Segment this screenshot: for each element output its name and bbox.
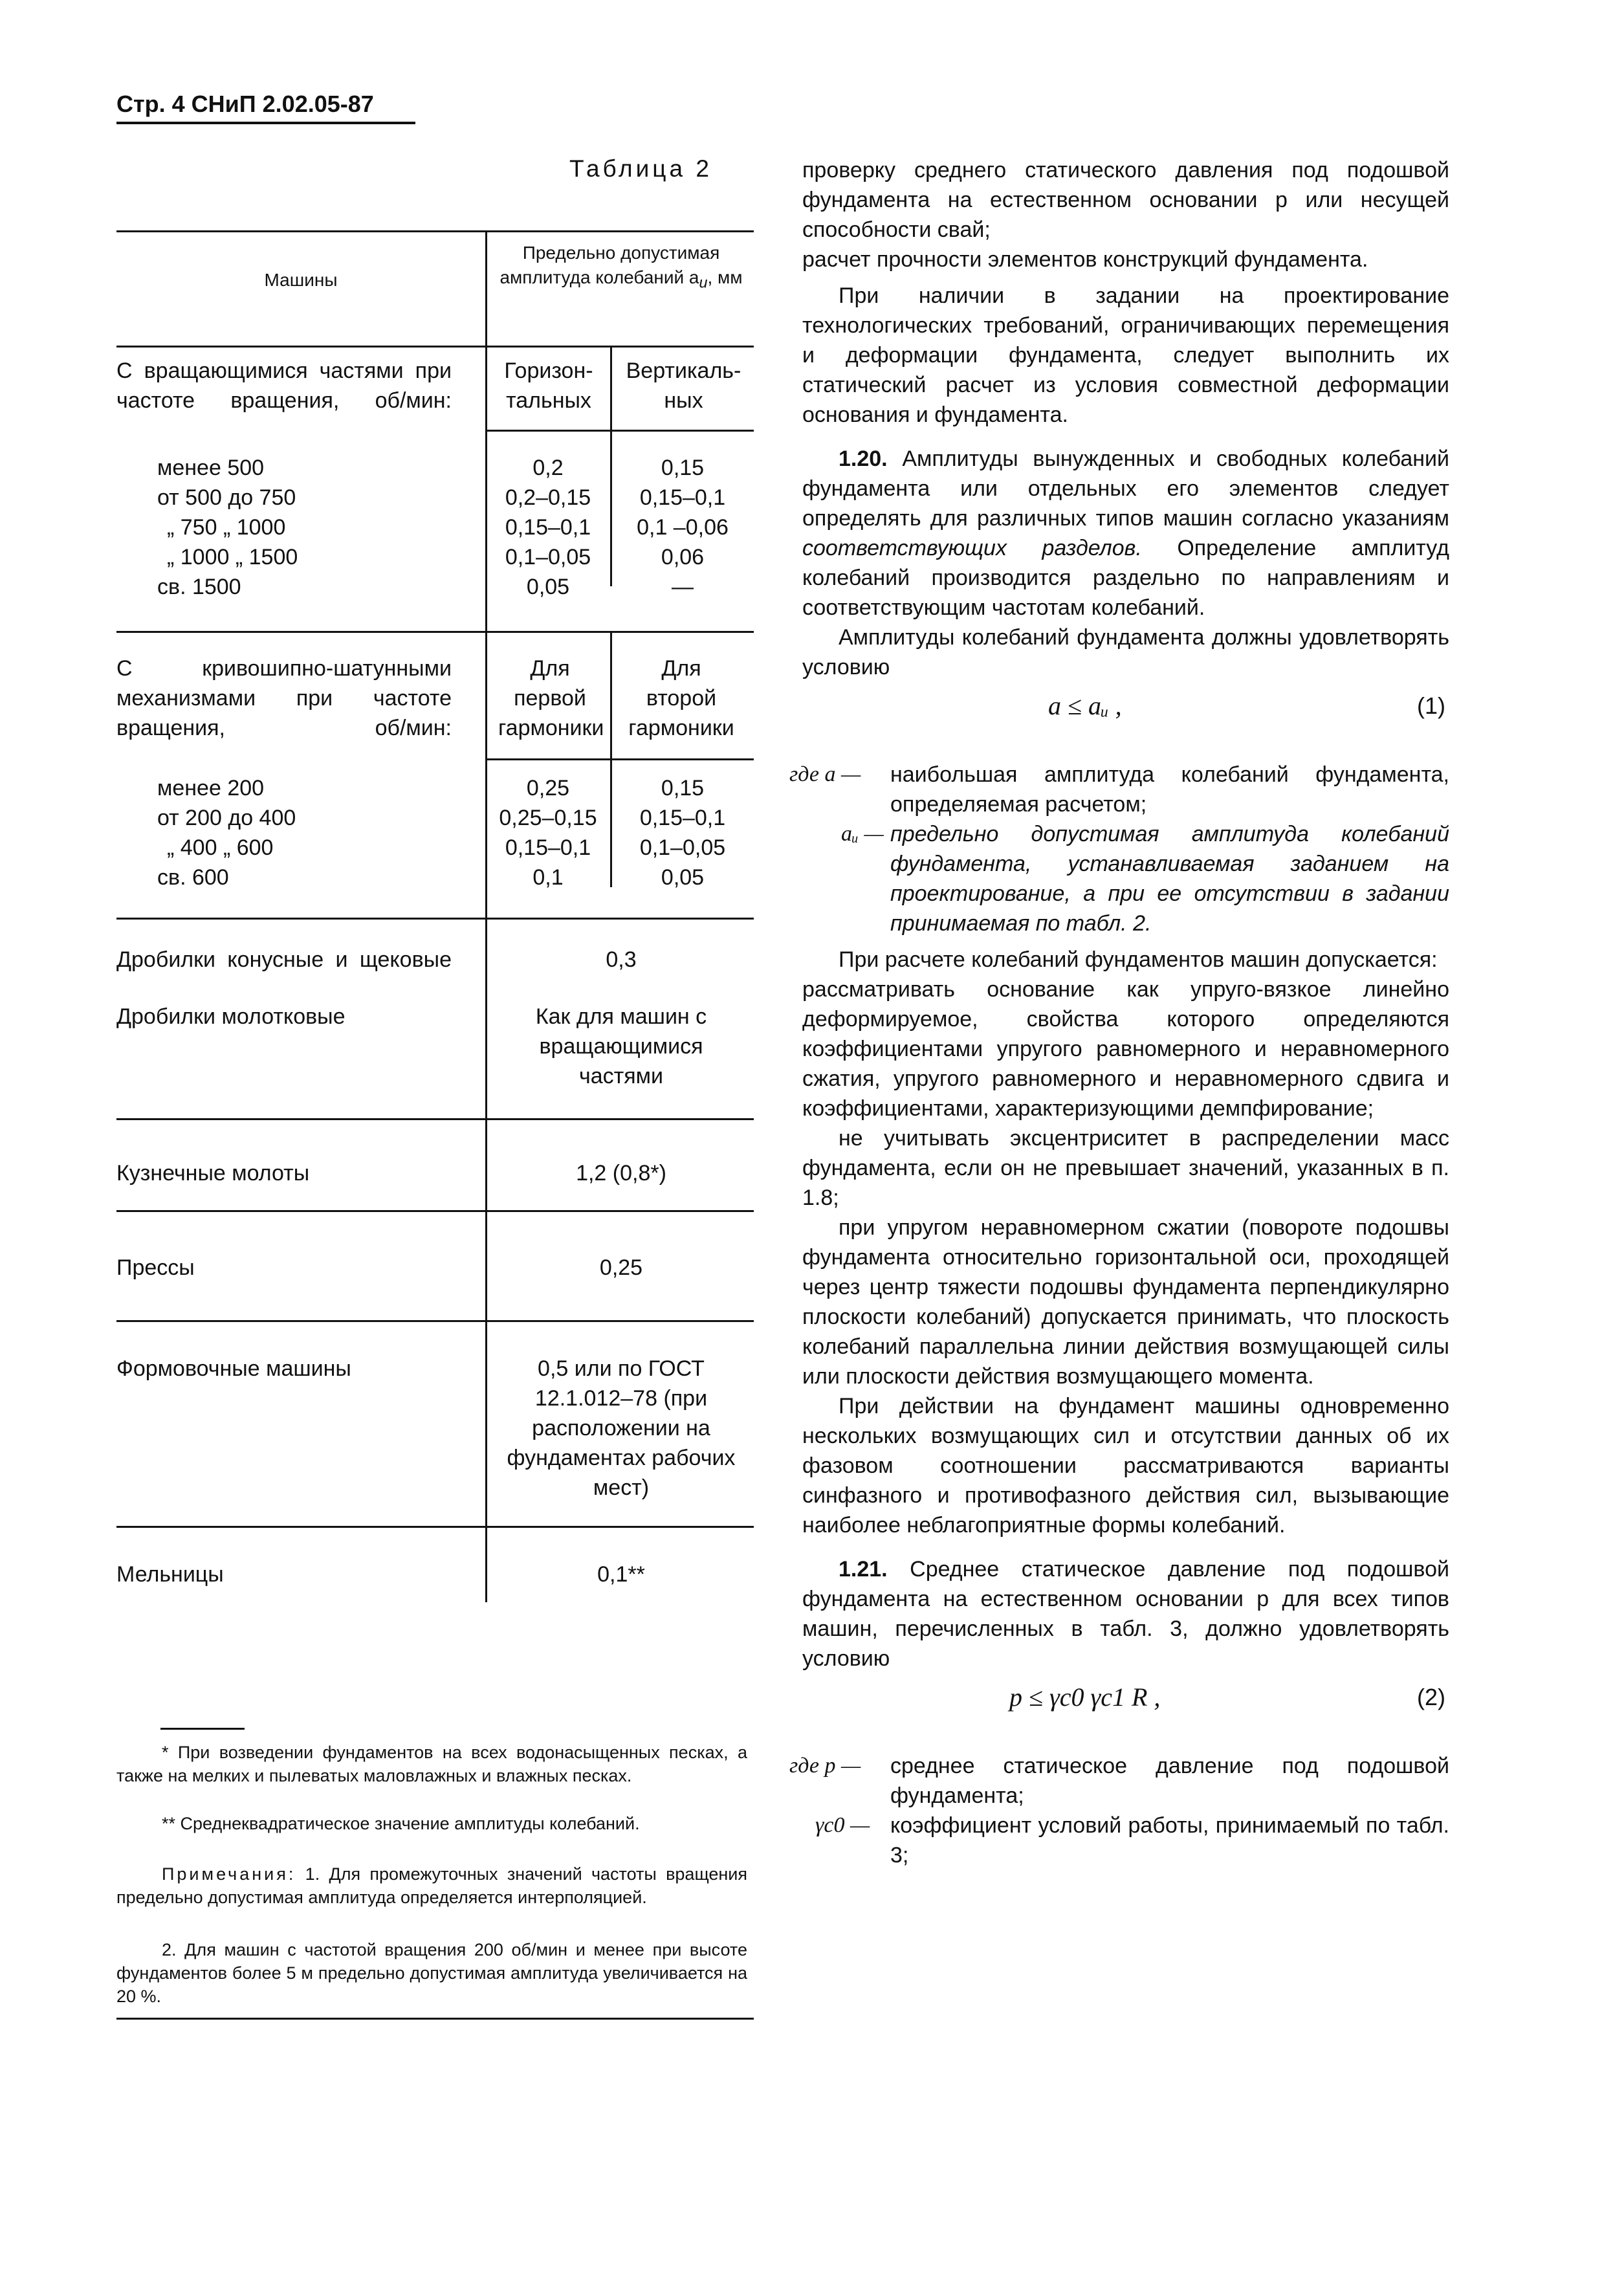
group2-row-v1: 0,25 [526,776,570,800]
forge-label: Кузнечные молоты [116,1161,310,1186]
table-rule-crushers [116,918,754,920]
table-vrule-main [485,230,487,1602]
table-rule-sub1 [487,430,754,432]
molding-value: 0,5 или по ГОСТ 12.1.012–78 (при расположении на фундаментах рабочих мест) [507,1356,736,1500]
group1-row-v2: 0,15–0,1 [639,485,726,510]
table-rule-presses [116,1210,754,1212]
group2-row-v2: 0,1–0,05 [639,835,726,860]
group1-row-label: менее 500 [157,456,265,480]
paragraph-nonuniform-compression: при упругом неравномерном сжатии (повороте подошвы фундамента относительно горизонтальной оси, проходящей через центр тяжести подошвы фундамента перпендикулярно плоскости колебаний) допускается принимать, что плоскость колебаний параллельна линии действия возмущающей силы или плоскости действия возмущающего момента. [802,1215,1449,1389]
group1-row-v1: 0,05 [526,575,570,599]
presses-label: Прессы [116,1255,195,1280]
group2-row-v2: 0,15–0,1 [639,806,726,830]
group2-row-v1: 0,25–0,15 [499,806,597,830]
group1-row-v1: 0,1–0,05 [505,545,591,569]
definition-au: aᵤ — предельно допустимая амплитуда колебаний фундамента, устанавливаемая заданием на проектирование, а при ее отсутствии в задании принимаемая по табл. 2. [841,822,1449,936]
mills-value: 0,1** [597,1562,645,1587]
paragraph-eccentricity: не учитывать эксцентриситет в распределении масс фундамента, если он не превышает значений, указанных в п. 1.8; [802,1126,1449,1210]
section-1-20: 1.20. Амплитуды вынужденных и свободных колебаний фундамента или отдельных его элементов следует определять для различных типов машин согласно указаниям соответствующих разделов. Определение амплитуд колебаний производится раздельно по направлениям и соответствующим частотам колебаний. [802,447,1449,620]
definition-a: где a — наибольшая амплитуда колебаний фундамента, определяемая расчетом; [789,762,1449,817]
group1-row-v1: 0,2 [532,456,564,480]
group2-row-label: св. 600 [157,865,229,890]
formula-2: p ≤ γc0 γc1 R , (2) [1009,1682,1445,1712]
group1-row-v2: 0,1 –0,06 [637,515,729,540]
formula-1: a ≤ aᵤ , (1) [1048,691,1445,720]
section-1-21: 1.21. Среднее статическое давление под подошвой фундамента на естественном основании p для всех типов машин, перечисленных в табл. 3, должно удовлетворять условию [802,1557,1449,1671]
paragraph-viscoelastic: рассматривать основание как упруго-вязкое линейно деформируемое, свойства которого определяются коэффициентами упругого равномерного и неравномерного сжатия, упругого равномерного и неравномерного сдвига и коэффициентами, характеризующими демпфирование; [802,977,1449,1121]
table-header-amplitude: Предельно допустимая амплитуда колебаний $a_u$, мм [499,243,743,291]
group1-row-v1: 0,15–0,1 [505,515,591,540]
group2-row-v2: 0,15 [661,776,705,800]
group2-row-v1: 0,15–0,1 [505,835,591,860]
group2-row-v1: 0,1 [532,865,564,890]
footnote-1: * При возведении фундаментов на всех водонасыщенных песках, а также на мелких и пылеватых маловлажных и влажных песках. [116,1743,747,1785]
group2-sub-second: Для второй гармоники [628,656,734,740]
table-rule-top [116,230,754,232]
header-rule [116,122,415,124]
group1-sub-horizontal: Горизон-тальных [504,358,593,413]
running-head: Стр. 4 СНиП 2.02.05-87 [116,91,374,117]
paragraph-strength-check: расчет прочности элементов конструкций фундамента. [802,247,1368,272]
paragraph-amplitude-condition: Амплитуды колебаний фундамента должны удовлетворять условию [802,625,1449,679]
group1-row-v1: 0,2–0,15 [505,485,591,510]
paragraph-multiple-forces: При действии на фундамент машины одновременно нескольких возмущающих сил и отсутствии данных об их фазовом соотношении рассматриваются варианты синфазного и противофазного действия сил, вызывающие наиболее неблагоприятные формы колебаний. [802,1394,1449,1538]
paragraph-static-pressure-check: проверку среднего статического давления под подошвой фундамента на естественном основании p или несущей способности свай; [802,158,1449,242]
table-note-1: Примечания: 1. Для промежуточных значений частоты вращения предельно допустимая амплитуда определяется интерполяцией. [116,1864,747,1907]
table-rule-sub2 [487,758,754,760]
group2-sub-first: Для первой гармоники [498,656,604,740]
table-rule-g2 [116,631,754,633]
group1-title: С вращающимися частями при частоте вращения, об/мин: [116,358,452,413]
group1-row-v2: 0,15 [661,456,705,480]
presses-value: 0,25 [599,1255,643,1280]
paragraph-allowed: При расчете колебаний фундаментов машин допускается: [839,947,1438,972]
group1-row-label: св. 1500 [157,575,241,599]
footnote-2: ** Среднеквадратическое значение амплитуды колебаний. [162,1814,640,1833]
forge-value: 1,2 (0,8*) [576,1161,666,1186]
table-caption: Таблица 2 [569,155,712,182]
crushers-cone-label: Дробилки конусные и щековые [116,947,452,972]
crushers-cone-value: 0,3 [606,947,637,972]
molding-label: Формовочные машины [116,1356,351,1381]
mills-label: Мельницы [116,1562,224,1587]
definition-p: где p — среднее статическое давление под подошвой фундамента; [789,1754,1449,1808]
paragraph-static-calculation: При наличии в задании на проектирование технологических требований, ограничивающих перемещения и деформации фундамента, следует выполнить их статический расчет из условия совместной деформации основания и фундамента. [802,283,1449,427]
definition-gamma-c0: γc0 — коэффициент условий работы, принимаемый по табл. 3; [815,1813,1449,1868]
right-column [789,155,1449,1870]
group1-row-v2: — [672,575,694,599]
group2-row-label: „ 400 „ 600 [167,835,274,860]
group1-row-label: от 500 до 750 [157,485,296,510]
group2-row-v2: 0,05 [661,865,705,890]
group2-row-label: менее 200 [157,776,265,800]
table-rule-header [116,346,754,347]
table-header-machines: Машины [264,270,338,290]
group1-row-v2: 0,06 [661,545,705,569]
notes-bottom-rule [116,2018,754,2020]
group1-row-label: „ 1000 „ 1500 [167,545,298,569]
footnote-rule [160,1728,245,1730]
group2-row-label: от 200 до 400 [157,806,296,830]
table-rule-forge [116,1118,754,1120]
crushers-hammer-label: Дробилки молотковые [116,1004,346,1029]
group1-sub-vertical: Вертикаль-ных [626,358,741,413]
crushers-hammer-value: Как для машин с вращающимися частями [535,1004,707,1088]
table-rule-molding [116,1320,754,1322]
table-rule-mills [116,1526,754,1528]
group2-title: С кривошипно-шатунными механизмами при частоте вращения, об/мин: [116,656,452,740]
group1-row-label: „ 750 „ 1000 [167,515,286,540]
table-note-2: 2. Для машин с частотой вращения 200 об/мин и менее при высоте фундаментов более 5 м предельно допустимая амплитуда увеличивается на 20 %. [116,1940,747,2006]
